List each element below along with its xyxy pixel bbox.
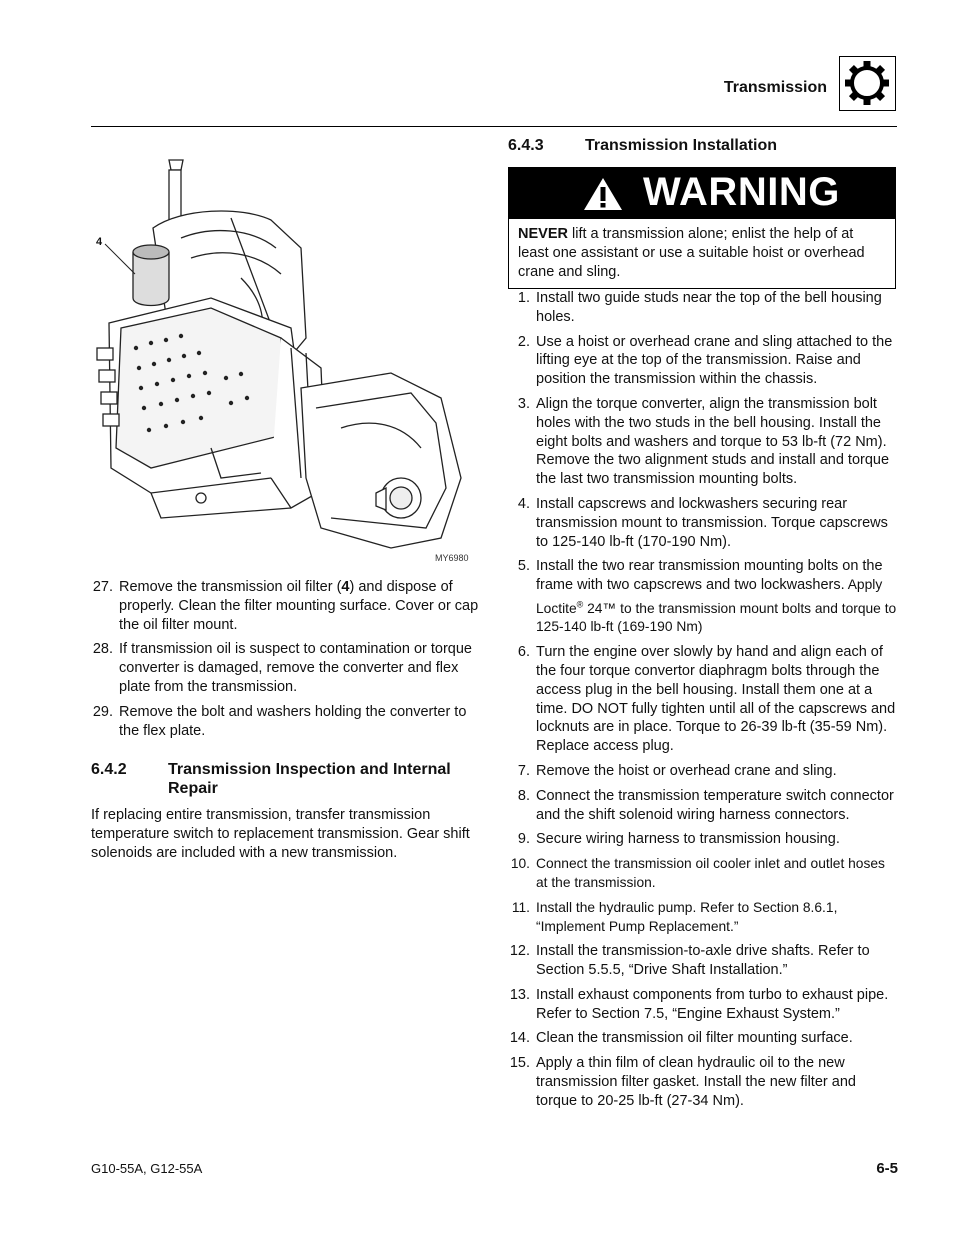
list-item — [508, 830, 898, 849]
step-number: 1. — [517, 290, 530, 306]
warning-text — [509, 219, 895, 288]
step-bold: 4 — [341, 579, 350, 595]
list-item — [91, 640, 479, 696]
figure-callout: 4 — [96, 236, 103, 248]
section-title: Transmission Inspection and Internal Repair — [168, 761, 451, 798]
step-text: Use a hoist or overhead crane and sling attached to the lifting eye at the top of the transmission. Raise and position the transmission within the chassis. — [536, 333, 893, 388]
warning-bold: NEVER — [518, 226, 568, 242]
step-number: 28. — [92, 641, 113, 658]
step-number: 15. — [509, 1055, 530, 1072]
list-item — [508, 643, 898, 756]
step-text: Align the torque converter, align the transmission bolt holes with the two studs in the bell housing. Install the eight bolts and washers and torque to 53 lb-ft (72 Nm). Remove the two alignment studs and install and torque the last two transmission mounting bolts. — [536, 395, 890, 488]
list-item — [508, 942, 898, 980]
warning-box — [508, 167, 896, 289]
step-text: If transmission oil is suspect to contamination or torque converter is damaged, remove the converter and flex plate from the transmission. — [119, 641, 472, 695]
step-text: Install two guide studs near the top of the bell housing holes. — [536, 290, 882, 325]
list-item — [91, 703, 479, 741]
figure-id: MY6980 — [435, 553, 469, 563]
step-number: 5. — [517, 558, 530, 575]
footer-model: G10-55A, G12-55A — [91, 1161, 203, 1176]
section-paragraph: If replacing entire transmission, transfer transmission temperature switch to replacement transmission. Gear shift solenoids are included with a new transmission. — [91, 807, 470, 862]
list-item — [508, 495, 898, 551]
step-text: Apply Loctite — [536, 577, 883, 616]
list-item — [508, 289, 898, 327]
section-number: 6.4.2 — [91, 761, 127, 779]
list-item — [508, 1054, 898, 1110]
step-text: Connect the transmission temperature switch connector and the shift solenoid wiring harness connectors. — [536, 787, 894, 823]
step-number: 2. — [517, 333, 530, 350]
right-steps — [508, 289, 898, 1111]
right-column — [508, 136, 898, 1117]
step-text: Secure wiring harness to transmission housing. — [536, 831, 840, 848]
step-number: 7. — [517, 762, 530, 779]
gear-icon — [839, 56, 896, 111]
list-item — [508, 899, 898, 937]
warning-label: WARNING — [643, 170, 840, 214]
list-item — [91, 578, 479, 634]
warning-triangle-icon — [582, 176, 624, 212]
step-text: Install the two rear transmission mounting bolts on the frame with two capscrews and two lockwashers. — [536, 558, 883, 594]
step-text: Remove the hoist or overhead crane and sling. — [536, 762, 837, 779]
step-number: 8. — [517, 787, 530, 804]
step-number: 12. — [509, 943, 530, 960]
step-text: Clean the transmission oil filter mounting surface. — [536, 1030, 853, 1047]
section-heading — [91, 760, 479, 798]
step-text: Connect the transmission oil cooler inlet and outlet hoses at the transmission. — [536, 856, 885, 890]
list-item — [508, 986, 898, 1024]
header-title: Transmission — [723, 79, 827, 96]
list-item — [508, 557, 898, 637]
step-text: Remove the bolt and washers holding the converter to the flex plate. — [119, 703, 467, 739]
registered-mark: ® — [576, 598, 584, 609]
step-number: 6. — [517, 644, 530, 661]
step-text: Install the transmission-to-axle drive shafts. Refer to Section 5.5.5, “Drive Shaft Installation.” — [536, 943, 870, 979]
left-column — [91, 578, 479, 863]
step-number: 13. — [509, 986, 530, 1003]
list-item — [508, 1029, 898, 1048]
step-text: Install the hydraulic pump. Refer to Section 8.6.1, “Implement Pump Replacement.” — [536, 899, 838, 934]
transmission-illustration — [91, 148, 479, 568]
section-heading — [508, 136, 898, 155]
step-number: 29. — [92, 703, 113, 720]
list-item — [508, 762, 898, 781]
list-item — [508, 395, 898, 489]
step-text: 24™ to the transmission mount bolts and torque to 125-140 lb-ft (169-190 Nm) — [536, 600, 897, 635]
warning-banner — [509, 168, 895, 219]
warning-body: lift a transmission alone; enlist the help of at least one assistant or use a suitable hoist or overhead crane and sling. — [518, 226, 865, 280]
step-number: 27. — [92, 579, 113, 595]
step-number: 14. — [509, 1030, 530, 1047]
step-text: Apply a thin film of clean hydraulic oil to the new transmission filter gasket. Install the new filter and torque to 20-25 lb-ft (27-34 Nm). — [536, 1055, 856, 1109]
section-number: 6.4.3 — [508, 137, 544, 154]
step-number: 9. — [517, 831, 530, 848]
step-text: Turn the engine over slowly by hand and align each of the four torque convertor diaphragm bolts through the access plug in the bell housing. Install them one at a time. DO NOT fully tighten until all of the capscrews and locknuts are in place. Torque to 26-39 lb-ft (35-59 Nm). Replace access plug. — [536, 644, 896, 755]
step-number: 11. — [511, 899, 530, 915]
step-text: Install exhaust components from turbo to exhaust pipe. Refer to Section 7.5, “Engine Exhaust System.” — [536, 986, 889, 1022]
step-text: ) and dispose of properly. Clean the filter mounting surface. Cover or cap the oil filter mount. — [119, 579, 479, 633]
list-item — [508, 855, 898, 893]
step-text: Remove the transmission oil filter ( — [119, 579, 342, 595]
section-title: Transmission Installation — [585, 137, 778, 154]
list-item — [508, 787, 898, 825]
step-number: 3. — [517, 395, 530, 412]
header-rule — [91, 126, 897, 127]
left-steps — [91, 578, 479, 740]
step-number: 10. — [510, 856, 530, 872]
list-item — [508, 333, 898, 389]
page-number: 6-5 — [876, 1160, 898, 1177]
step-number: 4. — [517, 495, 530, 512]
step-text: Install capscrews and lockwashers securing rear transmission mount to transmission. Torque capscrews to 125-140 lb-ft (170-190 Nm). — [536, 495, 888, 550]
